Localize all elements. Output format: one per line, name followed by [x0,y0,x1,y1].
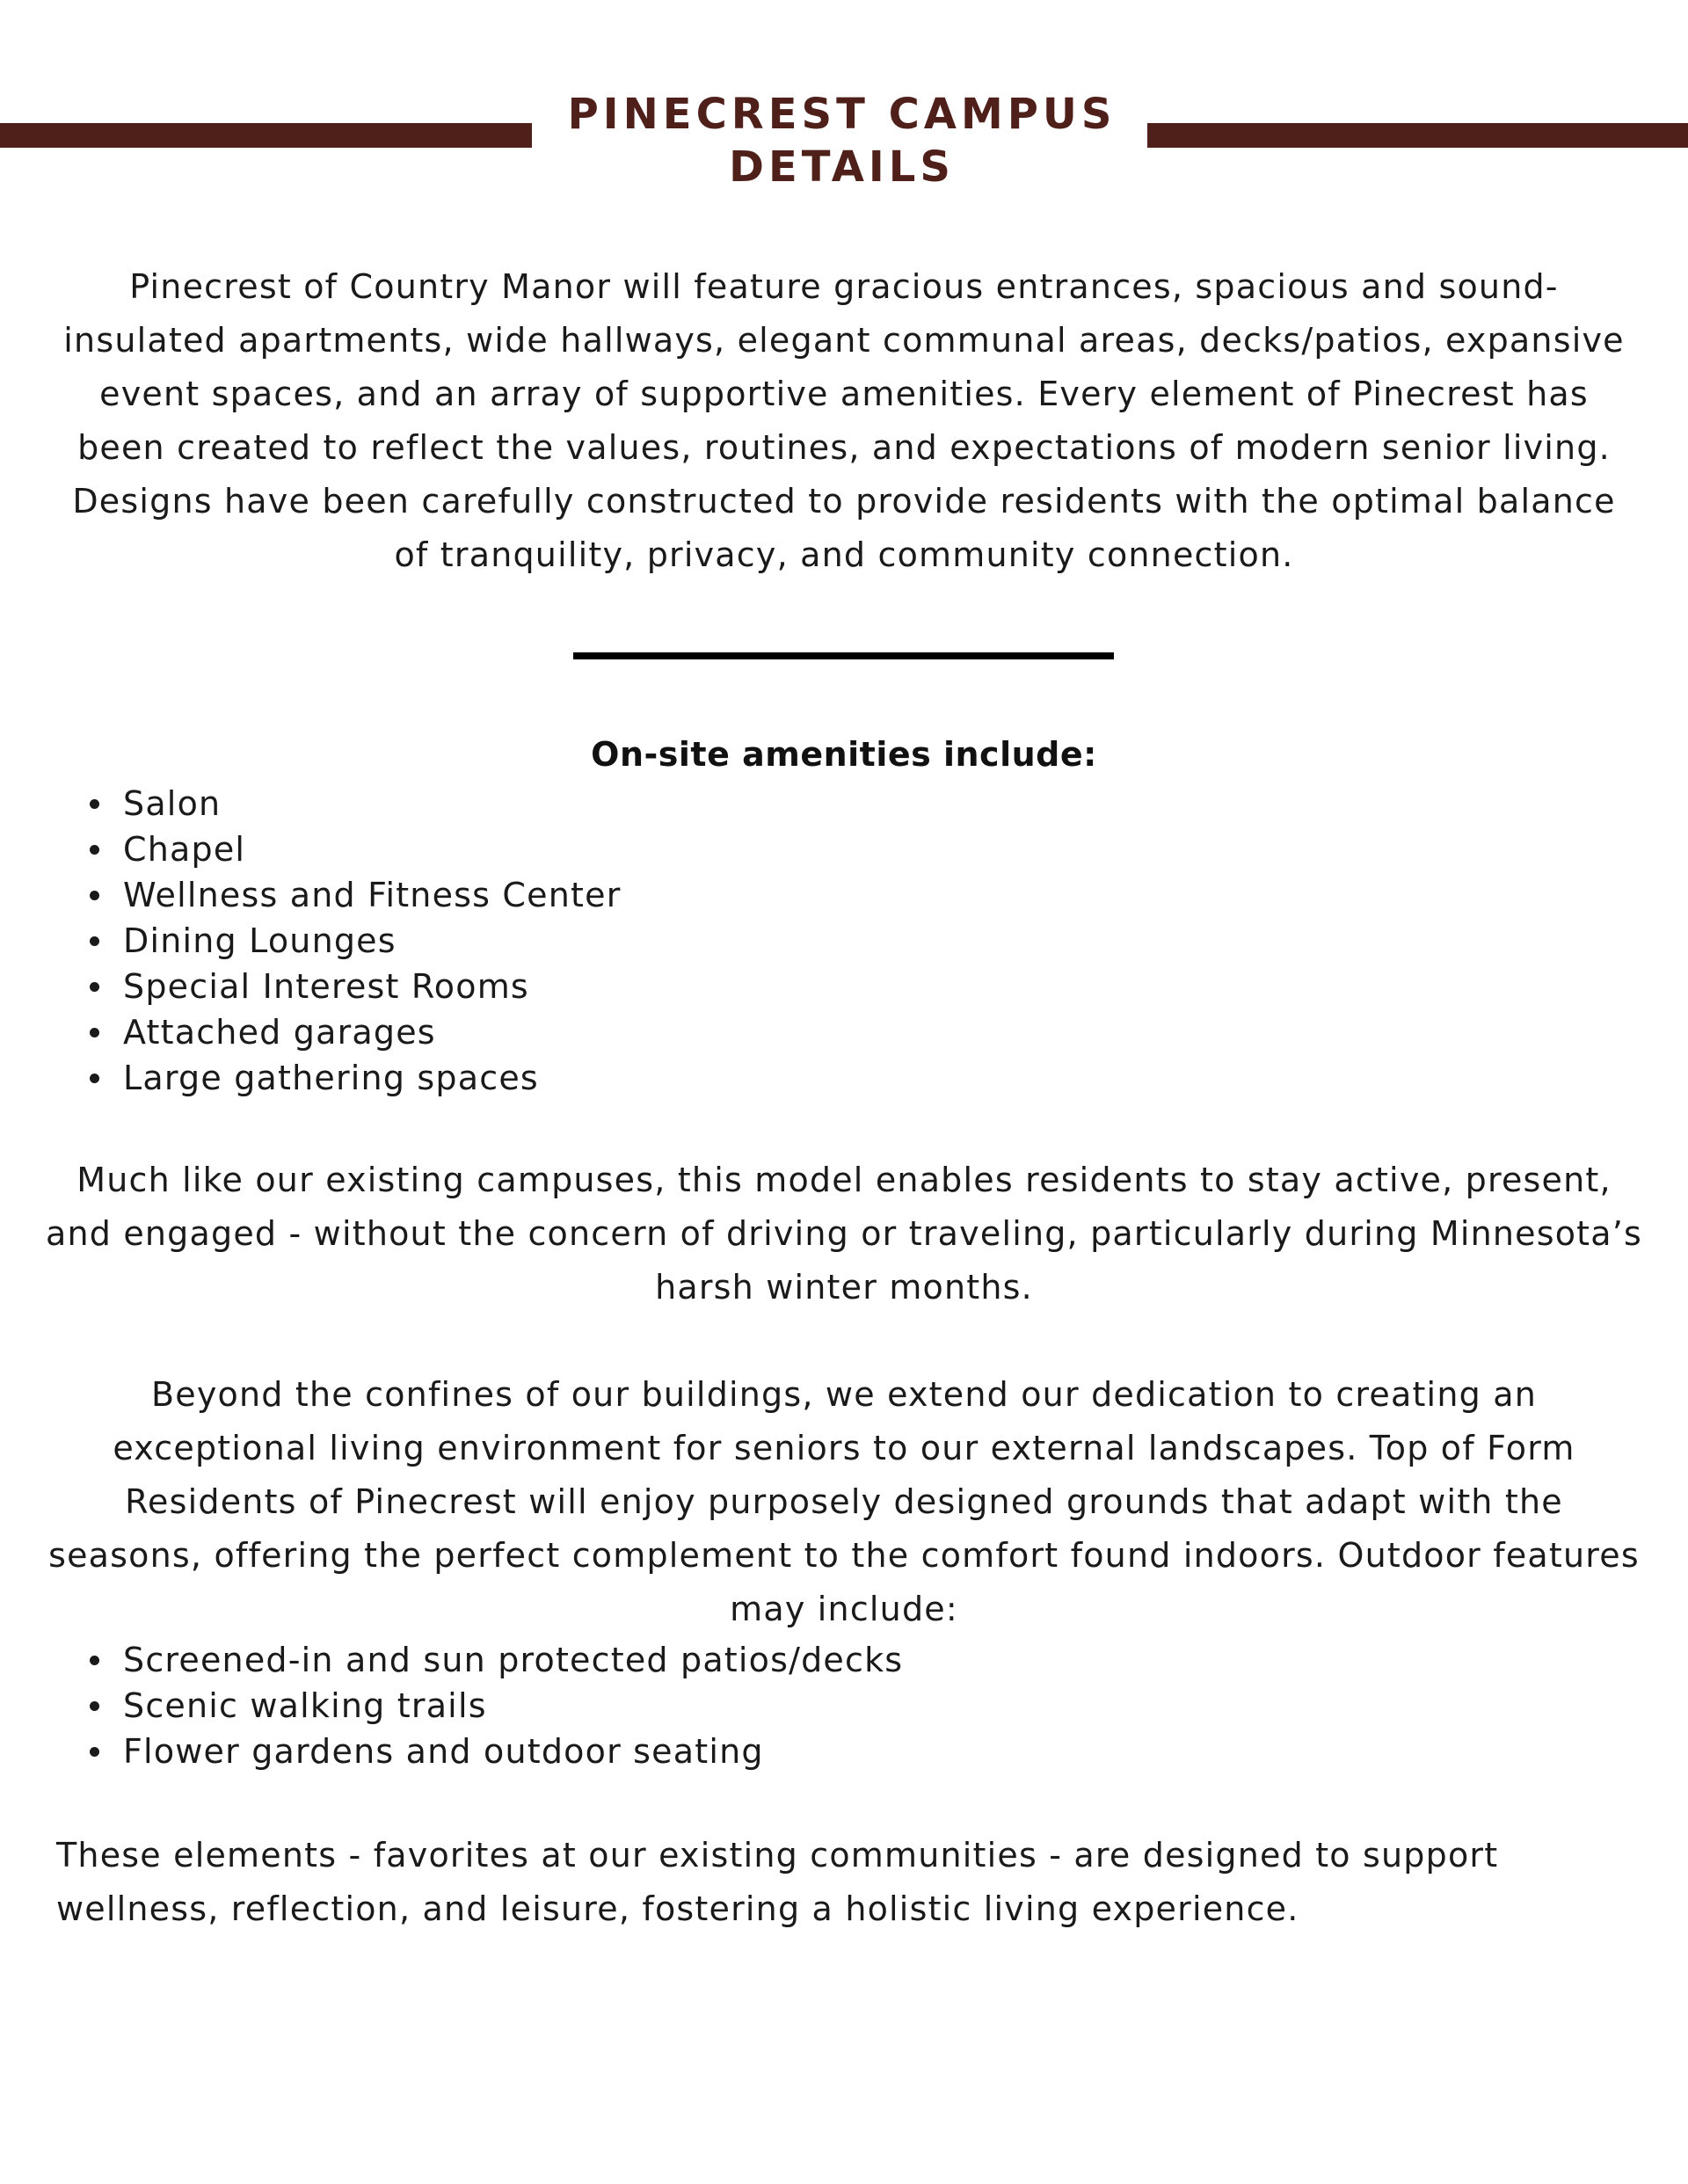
list-item [84,781,622,826]
amenities-list [84,781,622,1101]
amenity-label: Wellness and Fitness Center [123,876,622,914]
section-divider [573,652,1114,659]
amenity-label: Attached garages [123,1013,436,1052]
bullet-icon [90,1747,99,1757]
outdoor-paragraph: Beyond the confines of our buildings, we extend our dedication to creating an exceptional living environment for seniors to our external landscapes. Top of Form Residents of Pinecrest will enjoy purposely designed grounds that adapt with the seasons, offering the perfect complement to the comfort found indoors. Outdoor features may include: [48,1375,1640,1628]
outdoor-feature-label: Flower gardens and outdoor seating [123,1732,764,1771]
bullet-icon [90,1028,99,1037]
closing-paragraph: These elements - favorites at our existing communities - are designed to support wellness, reflection, and leisure, fostering a holistic living experience. [56,1836,1499,1928]
list-item [84,1683,903,1729]
page-title-line-1: PINECREST CAMPUS [567,90,1117,139]
list-item [84,872,622,918]
bullet-icon [90,799,99,809]
amenity-label: Large gathering spaces [123,1059,539,1097]
amenity-label: Salon [123,784,222,823]
bullet-icon [90,845,99,855]
amenity-label: Special Interest Rooms [123,967,529,1006]
outdoor-feature-label: Scenic walking trails [123,1686,487,1725]
amenity-label: Dining Lounges [123,921,397,960]
bullet-icon [90,1074,99,1083]
header-rule-left [0,123,532,148]
bullet-icon [90,936,99,946]
amenity-label: Chapel [123,830,246,869]
intro-paragraph: Pinecrest of Country Manor will feature gracious entrances, spacious and sound-insulated apartments, wide hallways, elegant communal areas, decks/patios, expansive event spaces, and an array of supportive amenities. Every element of Pinecrest has been created to reflect the values, routines, and expectations of modern senior living. Designs have been carefully constructed to provide residents with the optimal balance of tranquility, privacy, and community connection. [63,267,1625,574]
page-title [545,88,1139,193]
bullet-icon [90,1656,99,1665]
bullet-icon [90,982,99,992]
list-item [84,1009,622,1055]
list-item [84,918,622,964]
outdoor-feature-label: Screened-in and sun protected patios/decks [123,1641,904,1679]
list-item [84,1637,903,1683]
header-rule-right [1147,123,1688,148]
list-item [84,1055,622,1101]
outdoor-features-list [84,1637,903,1774]
page-title-line-2: DETAILS [729,142,955,192]
bullet-icon [90,1701,99,1711]
bullet-icon [90,891,99,900]
list-item [84,964,622,1009]
active-lifestyle-paragraph: Much like our existing campuses, this model enables residents to stay active, present, and engaged - without the concern of driving or traveling, particularly during Minnesota’s harsh winter months. [45,1161,1643,1307]
amenities-heading: On-site amenities include: [591,735,1097,774]
list-item [84,1729,903,1774]
list-item [84,826,622,872]
